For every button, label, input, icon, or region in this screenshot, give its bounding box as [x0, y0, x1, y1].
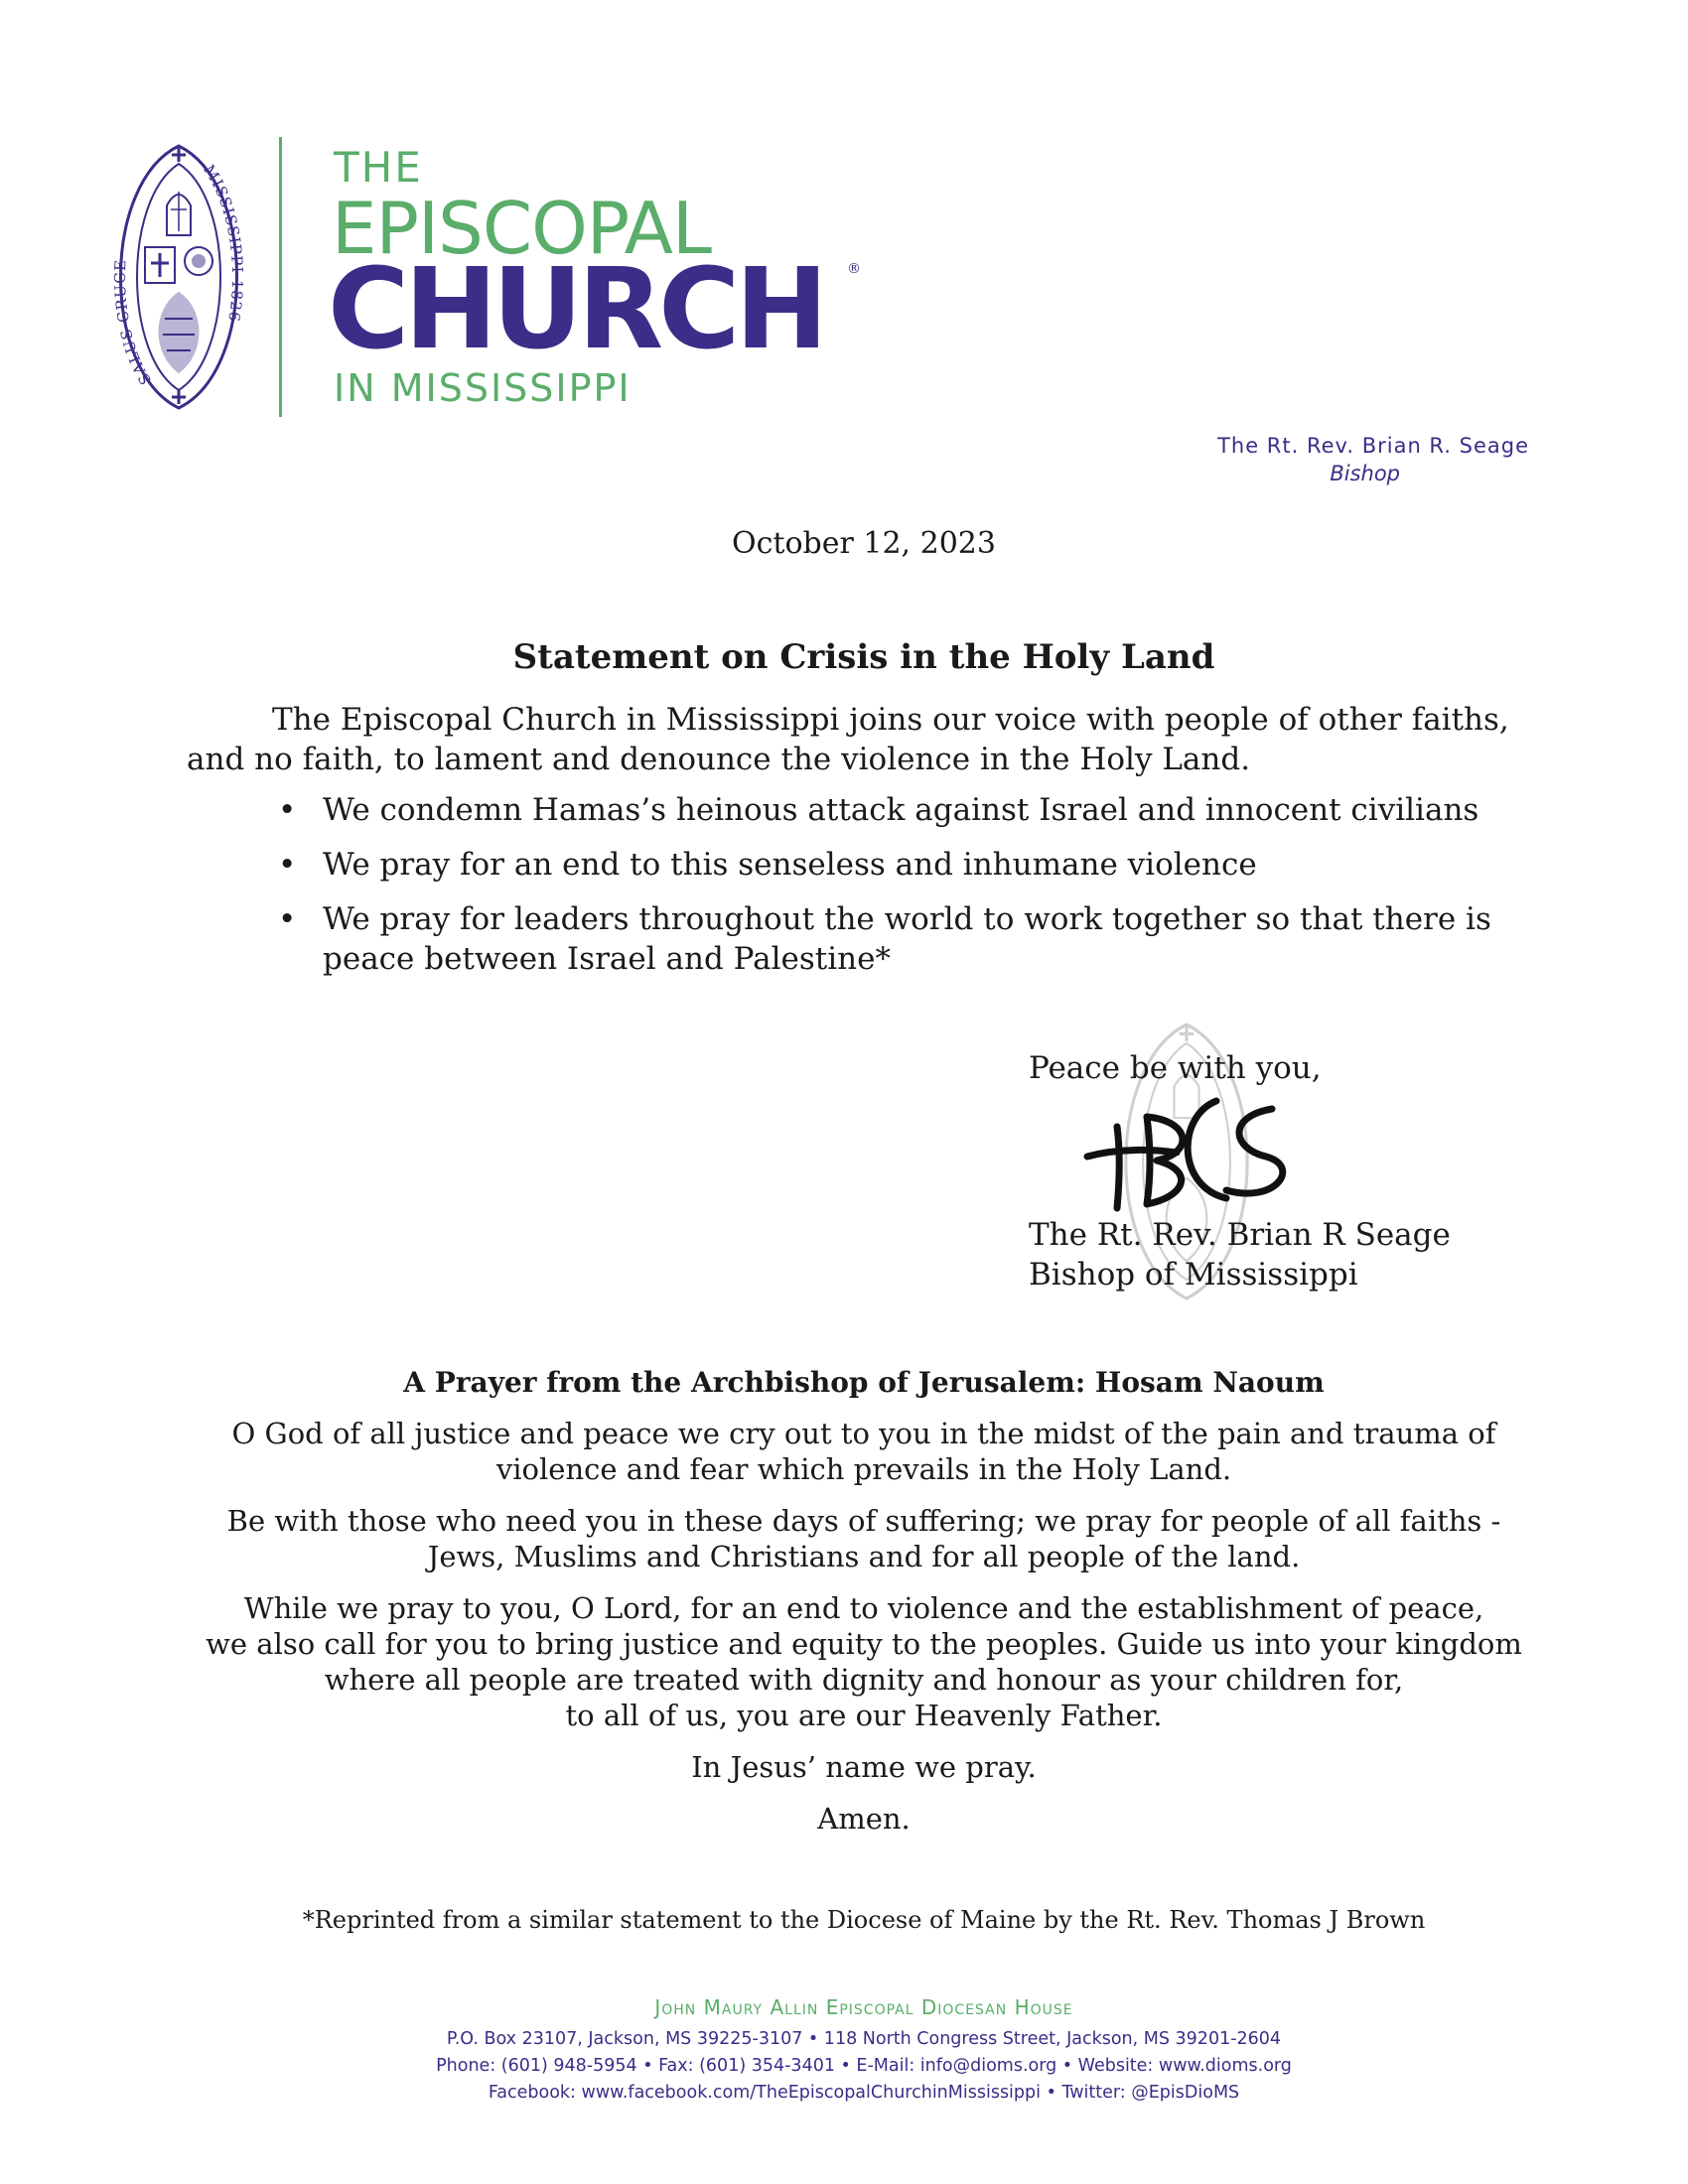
signer-title: Bishop of Mississippi: [1029, 1257, 1358, 1293]
prayer-paragraph-4: In Jesus’ name we pray.: [691, 1750, 1037, 1784]
prayer-line: Be with those who need you in these days of suffering; we pray for people of all faiths -: [226, 1504, 1501, 1538]
signature-icon: [1077, 1087, 1306, 1216]
prayer-line: we also call for you to bring justice and equity to the peoples. Guide us into your kingdom: [206, 1627, 1522, 1661]
list-item: • We pray for leaders throughout the world to work together so that there is peace between Israel and Palestine*: [278, 899, 1559, 979]
svg-text:MISSISSIPPI 1826: MISSISSIPPI 1826: [200, 161, 247, 324]
signer-name: The Rt. Rev. Brian R Seage: [1029, 1217, 1451, 1253]
prayer-paragraph-1: [169, 1416, 1559, 1487]
prayer-line: violence and fear which prevails in the Holy Land.: [495, 1452, 1232, 1486]
letterhead-divider: [279, 137, 282, 417]
prayer-body: [169, 1416, 1559, 1852]
footer-social: Facebook: www.facebook.com/TheEpiscopalChurchinMississippi • Twitter: @EpisDioMS: [488, 2083, 1240, 2103]
closing-line: Peace be with you,: [1029, 1050, 1322, 1086]
prayer-line: O God of all justice and peace we cry out to you in the midst of the pain and trauma of: [231, 1417, 1496, 1450]
footer-address: P.O. Box 23107, Jackson, MS 39225-3107 • 118 North Congress Street, Jackson, MS 39201-2604: [446, 2029, 1282, 2049]
footnote: *Reprinted from a similar statement to the Diocese of Maine by the Rt. Rev. Thomas J Brown: [302, 1906, 1426, 1934]
brand-in-mississippi: IN MISSISSIPPI: [334, 366, 632, 410]
diocese-seal-icon: [109, 144, 248, 410]
brand-church: CHURCH: [328, 245, 824, 374]
registered-mark: ®: [847, 261, 861, 277]
prayer-title: A Prayer from the Archbishop of Jerusalem: Hosam Naoum: [403, 1366, 1325, 1399]
statement-bullets: [278, 790, 1559, 994]
letter-date: October 12, 2023: [732, 526, 996, 561]
statement-title: Statement on Crisis in the Holy Land: [512, 637, 1215, 677]
footer-house-name: John Maury Allin Episcopal Diocesan House: [654, 1995, 1073, 2019]
prayer-line: Jews, Muslims and Christians and for all people of the land.: [427, 1540, 1301, 1573]
bishop-header-name: The Rt. Rev. Brian R. Seage: [1217, 434, 1529, 458]
list-item: • We pray for an end to this senseless and inhumane violence: [278, 845, 1559, 885]
brand-episcopal: EPISCOPAL: [332, 187, 711, 270]
footer-contact: Phone: (601) 948-5954 • Fax: (601) 354-3401 • E-Mail: info@dioms.org • Website: www.dioms.org: [436, 2056, 1292, 2076]
brand-the: THE: [334, 143, 423, 192]
intro-text: The Episcopal Church in Mississippi joins our voice with people of other faiths, and no faith, to lament and denounce the violence in the Holy Land.: [187, 702, 1509, 777]
prayer-paragraph-3: [169, 1590, 1559, 1733]
prayer-line: While we pray to you, O Lord, for an end to violence and the establishment of peace,: [243, 1591, 1484, 1625]
prayer-paragraph-2: [169, 1503, 1559, 1574]
svg-text:SALUS CRUCE: SALUS CRUCE: [110, 258, 156, 388]
list-item: • We condemn Hamas’s heinous attack against Israel and innocent civilians: [278, 790, 1559, 830]
prayer-line: where all people are treated with dignity and honour as your children for,: [324, 1663, 1404, 1697]
prayer-paragraph-5: Amen.: [817, 1802, 911, 1836]
intro-paragraph: [187, 700, 1537, 779]
signer-block: [1029, 1215, 1624, 1295]
prayer-line: to all of us, you are our Heavenly Father.: [565, 1699, 1163, 1732]
bishop-header-role: Bishop: [1330, 462, 1400, 485]
